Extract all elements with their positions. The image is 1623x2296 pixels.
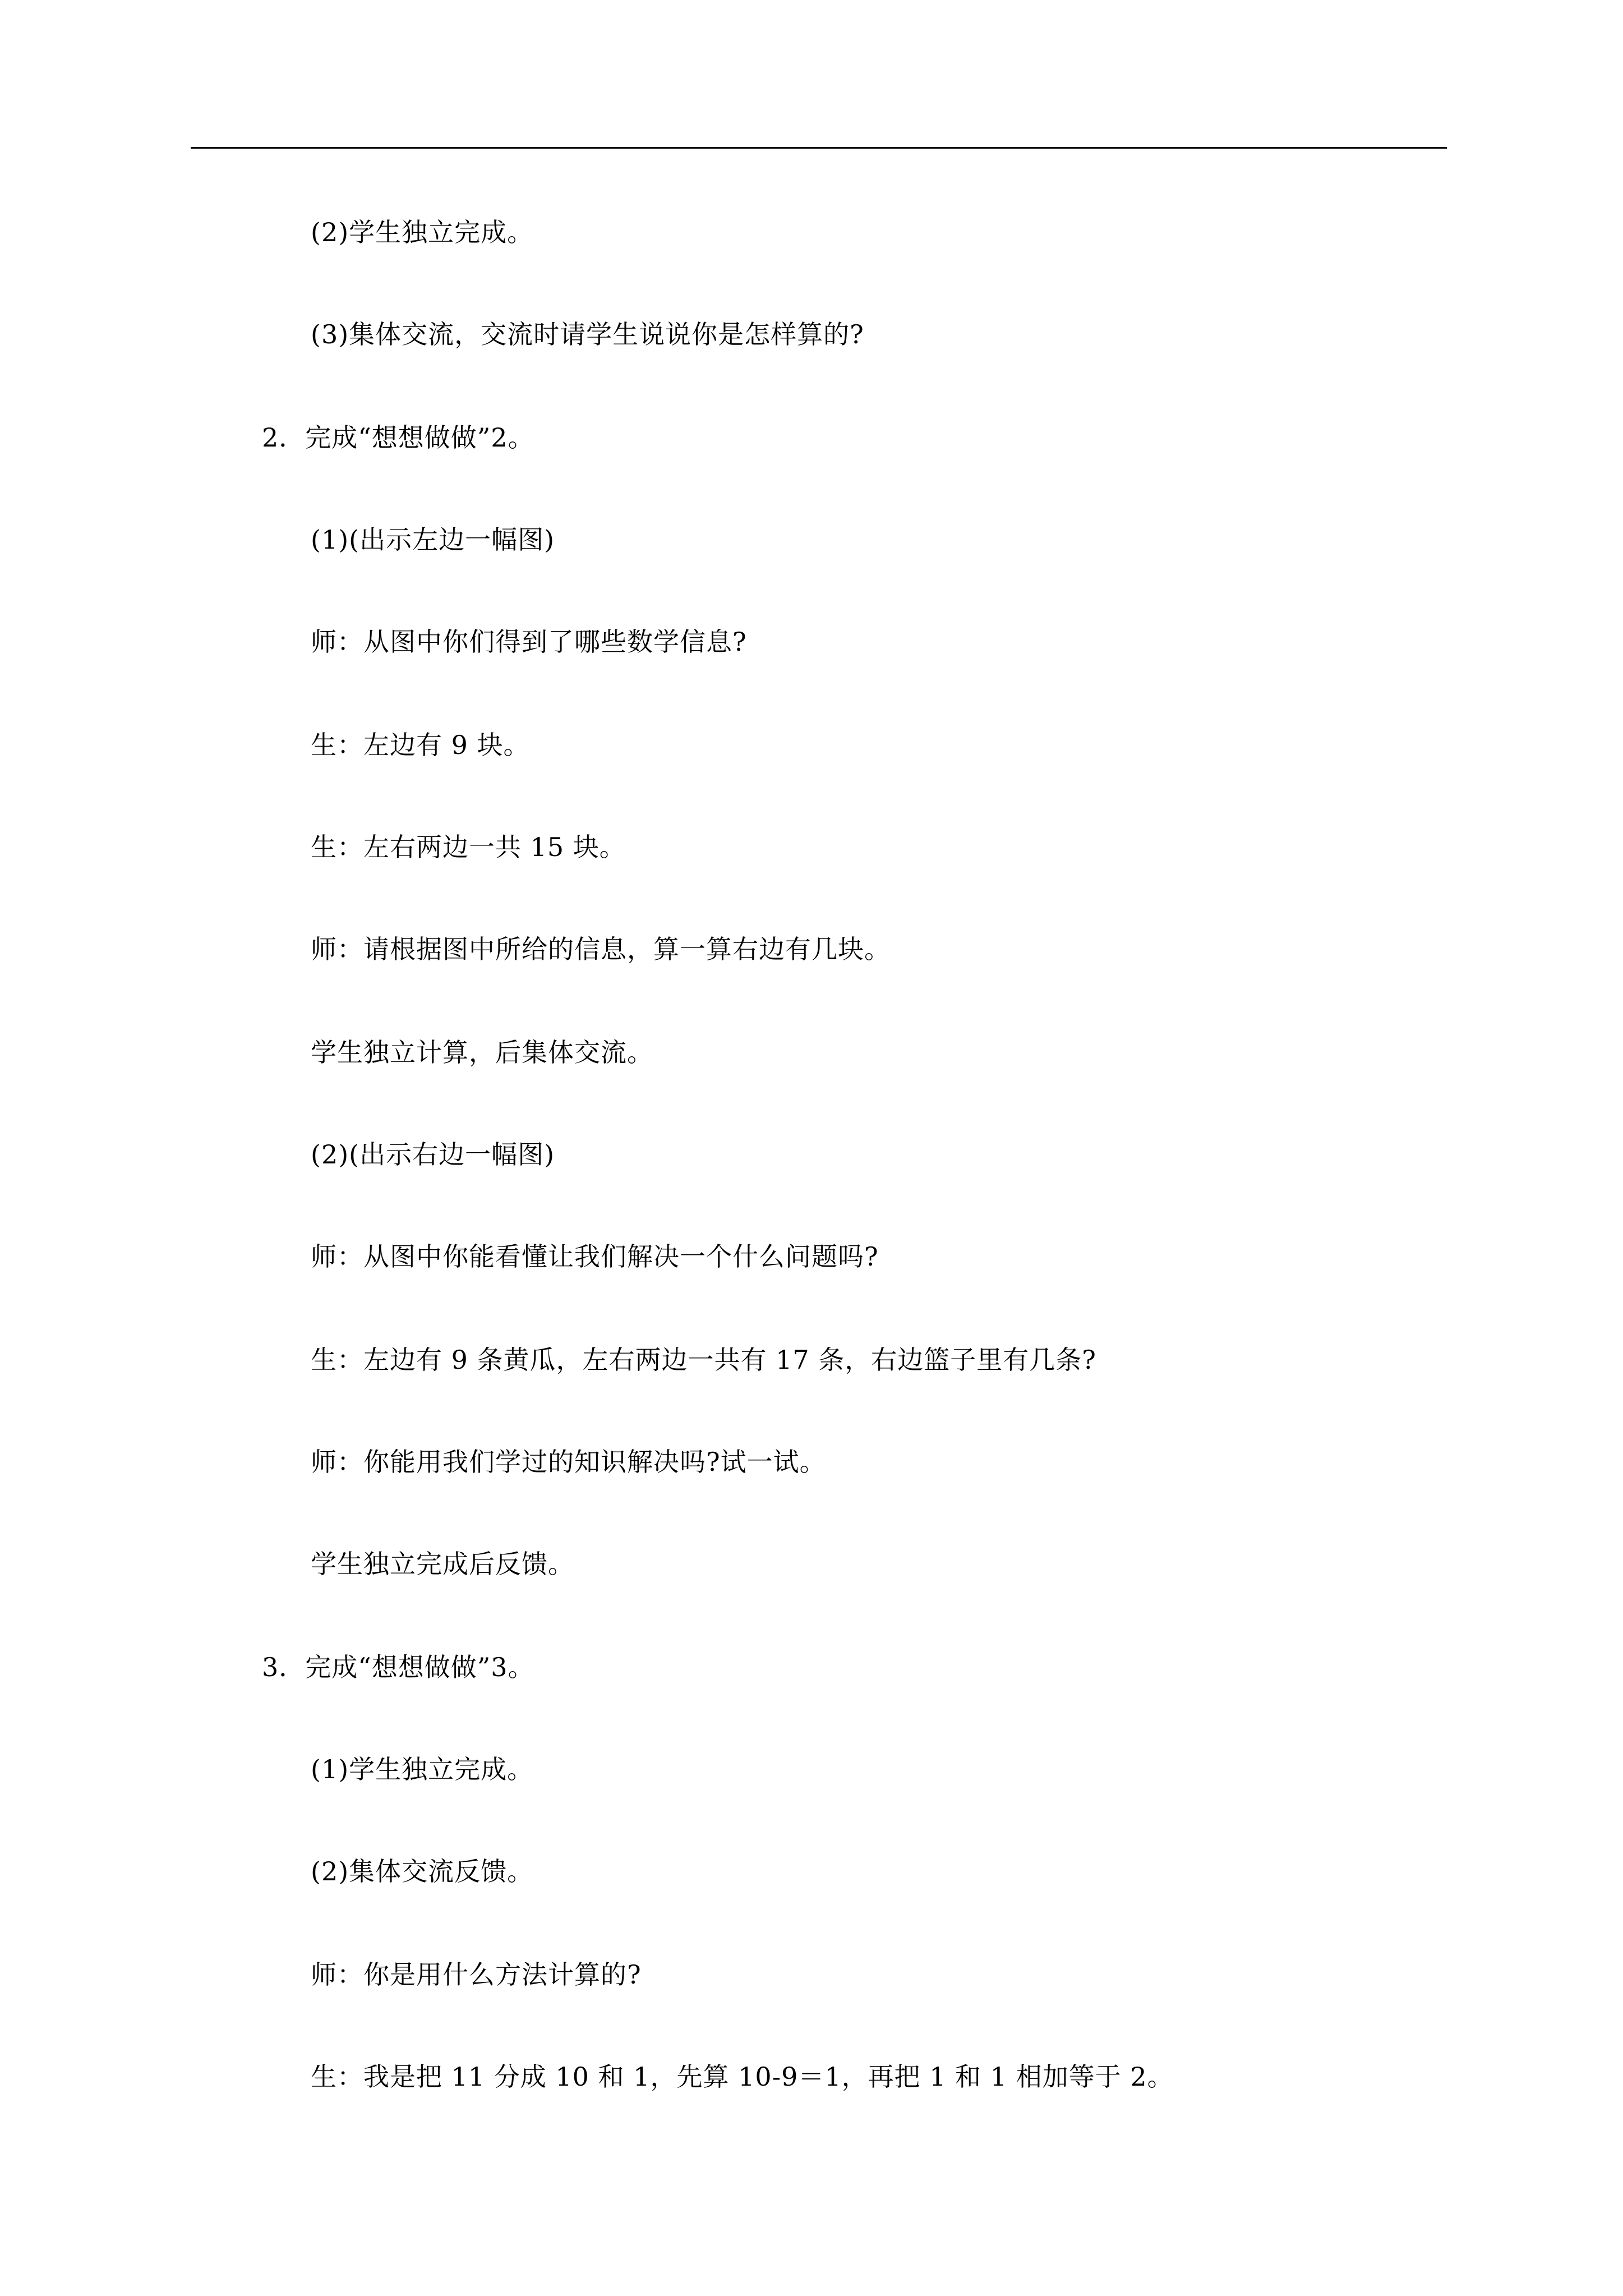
text-line-teacher-3: 师：从图中你能看懂让我们解决一个什么问题吗?: [311, 1241, 879, 1272]
text-line-activity-2: 学生独立完成后反馈。: [311, 1549, 574, 1579]
text-line-teacher-5: 师：你是用什么方法计算的?: [311, 1959, 642, 1990]
text-line-teacher-4: 师：你能用我们学过的知识解决吗?试一试。: [311, 1447, 826, 1477]
text-line-activity-1: 学生独立计算，后集体交流。: [311, 1037, 653, 1068]
text-line-step-3-1: (1)学生独立完成。: [311, 1754, 534, 1784]
section-heading-3: 3．完成“想想做做”3。: [262, 1652, 534, 1682]
text-line-step-3-2: (2)集体交流反馈。: [311, 1856, 534, 1887]
text-line-step-2-2: (2)学生独立完成。: [311, 217, 534, 247]
text-line-sub-2: (2)(出示右边一幅图): [311, 1139, 555, 1170]
text-line-step-2-3: (3)集体交流，交流时请学生说说你是怎样算的?: [311, 319, 864, 349]
text-line-student-3: 生：左边有 9 条黄瓜，左右两边一共有 17 条，右边篮子里有几条?: [311, 1345, 1096, 1375]
text-line-sub-1: (1)(出示左边一幅图): [311, 524, 555, 555]
text-line-teacher-2: 师：请根据图中所给的信息，算一算右边有几块。: [311, 934, 891, 964]
header-rule: [191, 147, 1447, 149]
text-line-student-1: 生：左边有 9 块。: [311, 730, 530, 760]
section-heading-2: 2．完成“想想做做”2。: [262, 422, 534, 453]
text-line-teacher-1: 师：从图中你们得到了哪些数学信息?: [311, 627, 747, 657]
text-line-student-4: 生：我是把 11 分成 10 和 1，先算 10-9＝1，再把 1 和 1 相加等于 2。: [311, 2062, 1174, 2092]
text-line-student-2: 生：左右两边一共 15 块。: [311, 832, 626, 862]
